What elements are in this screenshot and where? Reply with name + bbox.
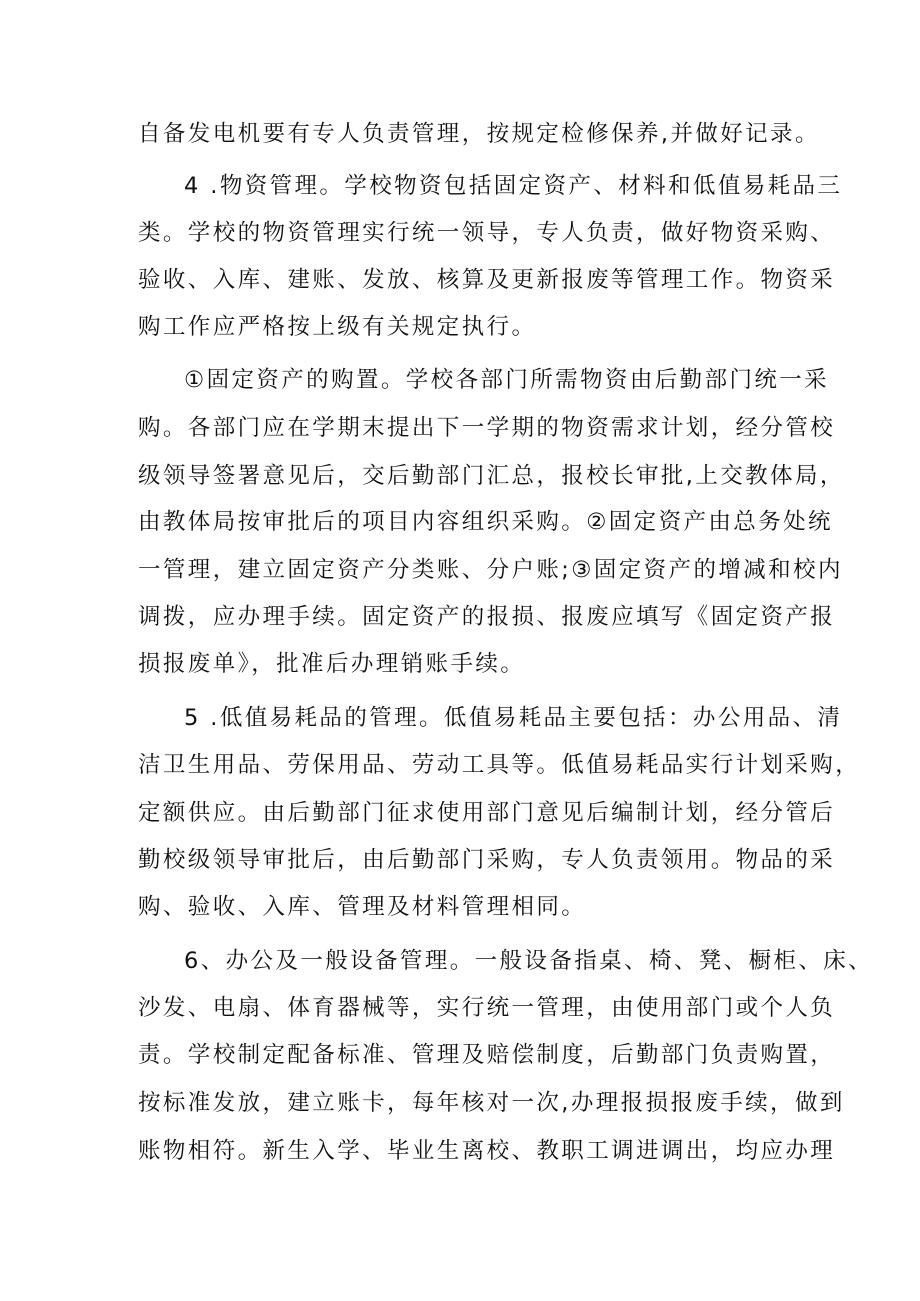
text-line: 沙发、电扇、体育器械等，实行统一管理，由使用部门或个人负 — [138, 995, 836, 1021]
text-line: 按标准发放，建立账卡，每年核对一次,办理报损报废手续，做到 — [138, 1090, 845, 1116]
text-line: 6、办公及一般设备管理。一般设备指桌、椅、凳、橱柜、床、 — [184, 948, 874, 974]
text-line: 购、验收、入库、管理及材料管理相同。 — [138, 894, 587, 920]
text-line: 洁卫生用品、劳保用品、劳动工具等。低值易耗品实行计划采购， — [138, 752, 861, 778]
text-line: 定额供应。由后勤部门征求使用部门意见后编制计划，经分管后 — [138, 800, 836, 826]
text-line: 购工作应严格按上级有关规定执行。 — [138, 314, 537, 340]
text-line: 责。学校制定配备标准、管理及赔偿制度，后勤部门负责购置， — [138, 1042, 836, 1068]
text-line: 由教体局按审批后的项目内容组织采购。②固定资产由总务处统 — [138, 509, 833, 535]
text-line: 一管理，建立固定资产分类账、分户账;③固定资产的增减和校内 — [138, 557, 843, 583]
text-line: 类。学校的物资管理实行统一领导，专人负责，做好物资采购、 — [138, 220, 836, 246]
text-line: ①固定资产的购置。学校各部门所需物资由后勤部门统一采 — [184, 367, 830, 393]
text-line: 级领导签署意见后，交后勤部门汇总，报校长审批,上交教体局， — [138, 463, 845, 489]
text-line: 账物相符。新生入学、毕业生离校、教职工调进调出，均应办理 — [138, 1138, 836, 1164]
text-line: 勤校级领导审批后，由后勤部门采购，专人负责领用。物品的采 — [138, 847, 836, 873]
text-line: 损报废单》，批准后办理销账手续。 — [138, 651, 526, 677]
text-line: 验收、入库、建账、发放、核算及更新报废等管理工作。物资采 — [138, 267, 836, 293]
text-line: 自备发电机要有专人负责管理，按规定检修保养,并做好记录。 — [138, 121, 820, 147]
text-line: 5 .低值易耗品的管理。低值易耗品主要包括：办公用品、清 — [184, 705, 843, 731]
text-line: 购。各部门应在学期末提出下一学期的物资需求计划，经分管校 — [138, 415, 836, 441]
text-line: 调拨，应办理手续。固定资产的报损、报废应填写《固定资产报 — [138, 604, 836, 630]
text-line: 4 .物资管理。学校物资包括固定资产、材料和低值易耗品三 — [184, 173, 843, 199]
